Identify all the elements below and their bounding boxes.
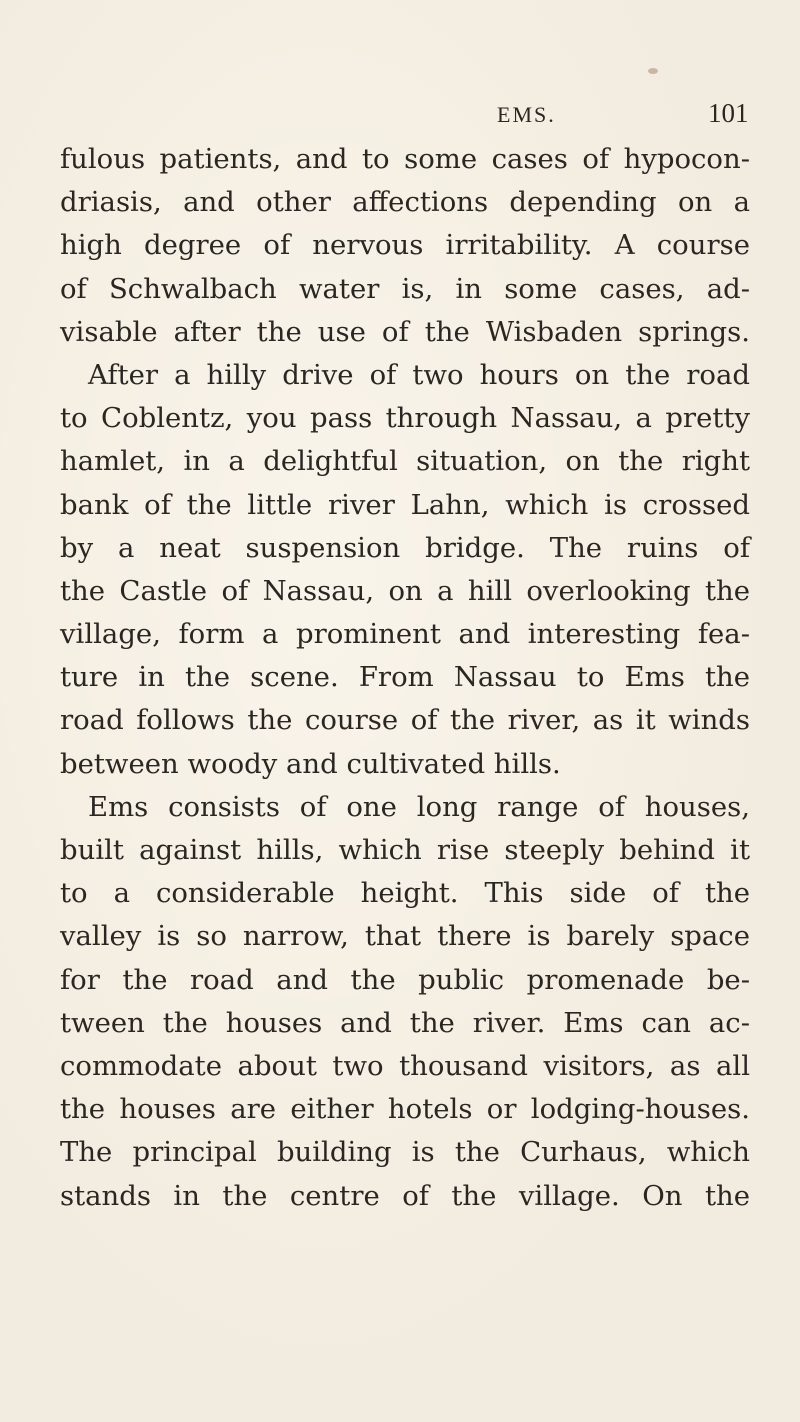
text-line: between woody and cultivated hills. (60, 747, 561, 780)
text-line: by a neat suspension bridge. The ruins of (60, 531, 750, 564)
text-line: stands in the centre of the village. On the (60, 1179, 750, 1212)
text-line: valley is so narrow, that there is barely space (60, 920, 750, 953)
text-line: tween the houses and the river. Ems can ac- (60, 1006, 750, 1039)
text-line: of Schwalbach water is, in some cases, ad- (60, 272, 750, 305)
text-line: the Castle of Nassau, on a hill overlooking the (60, 574, 750, 607)
running-head: EMS. (497, 102, 556, 127)
ink-smudge (648, 68, 658, 74)
page-header (0, 98, 800, 142)
text-line: fulous patients, and to some cases of hypocon- (60, 143, 750, 175)
text-line: visable after the use of the Wisbaden springs. (60, 315, 750, 348)
body-text (60, 138, 750, 1218)
text-line: Ems consists of one long range of houses, (88, 790, 750, 823)
text-line: hamlet, in a delightful situation, on the right (60, 445, 750, 478)
text-line: built against hills, which rise steeply behind it (60, 834, 750, 866)
text-line: After a hilly drive of two hours on the road (88, 358, 750, 391)
text-line: commodate about two thousand visitors, as all (60, 1049, 750, 1082)
text-line: for the road and the public promenade be- (60, 963, 750, 996)
text-line: bank of the little river Lahn, which is crossed (60, 488, 750, 521)
text-line: the houses are either hotels or lodging-houses. (60, 1093, 750, 1126)
text-line: high degree of nervous irritability. A course (60, 229, 750, 262)
text-line: to Coblentz, you pass through Nassau, a pretty (60, 402, 750, 435)
text-line: to a considerable height. This side of the (60, 877, 750, 910)
text-line: road follows the course of the river, as it winds (60, 704, 750, 737)
text-line: driasis, and other affections depending on a (60, 186, 750, 219)
text-line: The principal building is the Curhaus, which (60, 1136, 750, 1169)
page-number: 101 (708, 98, 749, 128)
text-line: ture in the scene. From Nassau to Ems the (60, 661, 750, 694)
text-line: village, form a prominent and interesting fea- (60, 618, 750, 651)
